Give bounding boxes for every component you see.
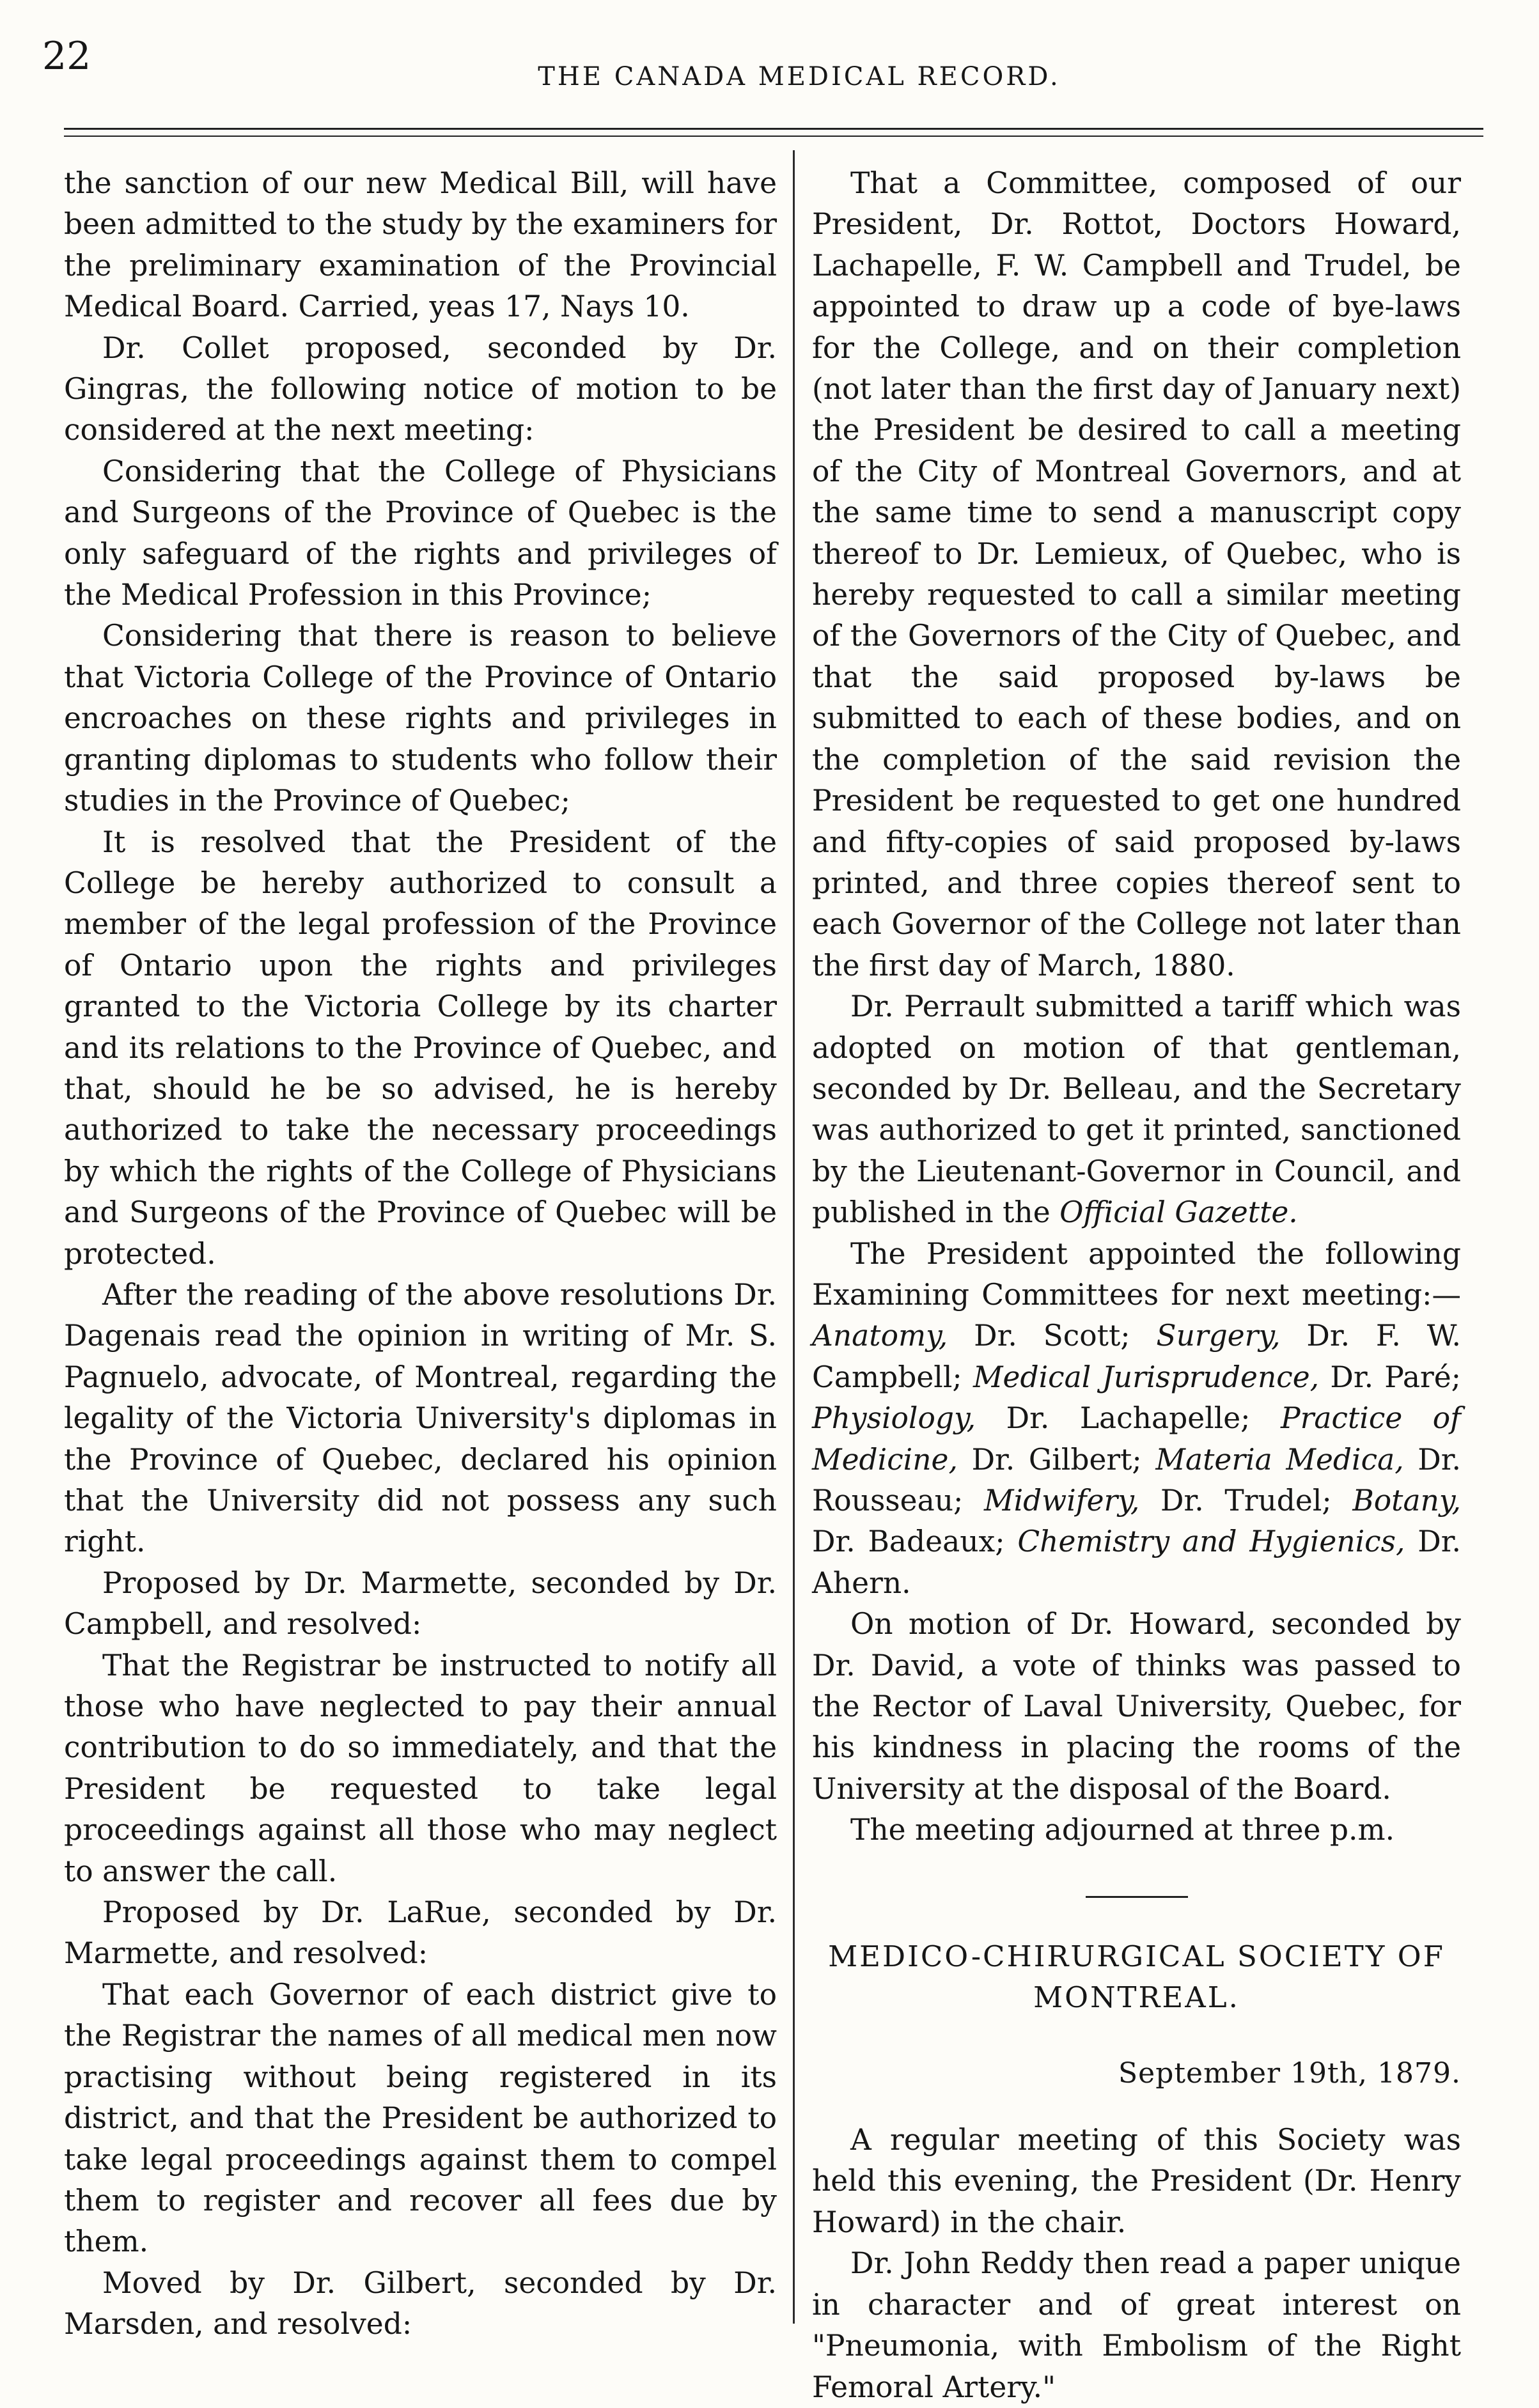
paragraph: After the reading of the above resolutions Dr. Dagenais read the opinion in writing of Mr. S. Pagnuelo, advocate, of Montreal, regarding the legality of the Victoria University's diplomas in the Province of Quebec, declared his opinion that the University did not possess any such right.: [64, 1277, 777, 1559]
committee-subject: Botany,: [1352, 1484, 1462, 1518]
paragraph: Considering that there is reason to believe that Victoria College of the Province of Ontario encroaches on these rights and privileges in granting diplomas to students who follow their studies in the Province of Quebec;: [64, 619, 777, 818]
committees-paragraph: [812, 1234, 1461, 1604]
committee-subject: Midwifery,: [983, 1484, 1140, 1518]
paragraph: Moved by Dr. Gilbert, seconded by Dr. Marsden, and resolved:: [64, 2265, 777, 2342]
column-divider: [793, 150, 795, 2324]
committee-examiner: Dr. Badeaux;: [812, 1525, 1018, 1559]
committee-examiner: Dr. Paré;: [1319, 1360, 1461, 1394]
paragraph: the sanction of our new Medical Bill, will have been admitted to the study by the examiners for the preliminary examination of the Provincial Medical Board. Carried, yeas 17, Nays 10.: [64, 166, 777, 324]
meeting-date: September 19th, 1879.: [1118, 2056, 1461, 2090]
paragraph-text: Dr. Perrault submitted a tariff which was adopted on motion of that gentleman, seconded by Dr. Belleau, and the Secretary was authorized to get it printed, sanctioned by the Lieutenant-Governor in Council, and published in the: [812, 990, 1461, 1230]
paragraph: The meeting adjourned at three p.m.: [850, 1813, 1395, 1847]
paragraph: It is resolved that the President of the College be hereby authorized to consult a member of the legal profession of the Province of Ontario upon the rights and privileges granted to the Victoria College by its charter and its relations to the Province of Quebec, and that, should he be so advised, he is hereby authorized to take the necessary proceedings by which the rights of the College of Physicians and Surgeons of the Province of Quebec will be protected.: [64, 825, 777, 1271]
committee-subject: Chemistry and Hygienics,: [1017, 1525, 1405, 1559]
committee-examiner: Dr. F. W. Campbell;: [812, 1319, 1461, 1394]
paragraph: [812, 986, 1461, 1233]
paragraph: Dr. Collet proposed, seconded by Dr. Gingras, the following notice of motion to be considered at the next meeting:: [64, 330, 777, 447]
committee-subject: Medical Jurisprudence,: [973, 1360, 1320, 1394]
committee-examiner: Dr. Trudel;: [1139, 1484, 1353, 1518]
committee-subject: Anatomy,: [812, 1319, 948, 1353]
right-column: [812, 163, 1461, 2408]
header-rule-secondary: [64, 136, 1483, 137]
paragraph: Dr. John Reddy then read a paper unique in character and of great interest on "Pneumonia, with Embolism of the Right Femoral Artery.": [812, 2246, 1461, 2404]
committee-subject: Physiology,: [812, 1401, 976, 1436]
header-rule: [64, 128, 1483, 130]
paragraph: Considering that the College of Physicians and Surgeons of the Province of Quebec is the only safeguard of the rights and privileges of the Medical Profession in this Province;: [64, 454, 777, 612]
committee-examiner: Dr. Lachapelle;: [976, 1401, 1281, 1436]
paragraph: On motion of Dr. Howard, seconded by Dr. David, a vote of thinks was passed to the Rector of Laval University, Quebec, for his kindness in placing the rooms of the University at the disposal of the Board.: [812, 1607, 1461, 1806]
running-head: THE CANADA MEDICAL RECORD.: [538, 62, 1061, 91]
left-column: [64, 163, 777, 2345]
section-divider: [1086, 1896, 1188, 1898]
committee-examiner: Dr. Gilbert;: [957, 1442, 1156, 1477]
committee-subject: Materia Medica,: [1155, 1442, 1404, 1477]
paragraph: That the Registrar be instructed to notify all those who have neglected to pay their annual contribution to do so immediately, and that the President be requested to take legal proceedings against all those who may neglect to answer the call.: [64, 1648, 777, 1888]
committee-subject: Practice of Medicine,: [812, 1401, 1461, 1477]
gazette-title: Official Gazette.: [1059, 1195, 1298, 1230]
committee-subject: Surgery,: [1156, 1319, 1281, 1353]
committee-examiner: Dr. Rousseau;: [812, 1442, 1461, 1518]
committee-examiner: Dr. Ahern.: [812, 1525, 1461, 1600]
committees-intro: The President appointed the following Examining Committees for next meeting:—: [812, 1236, 1461, 1312]
society-title: MEDICO-CHIRURGICAL SOCIETY OF MONTREAL.: [828, 1939, 1445, 2014]
committee-examiner: Dr. Scott;: [948, 1319, 1157, 1353]
page-number: 22: [42, 34, 91, 79]
paragraph: That each Governor of each district give to the Registrar the names of all medical men now practising without being registered in its district, and that the President be authorized to take legal proceedings against them to compel them to register and recover all fees due by them.: [64, 1977, 777, 2259]
paragraph: A regular meeting of this Society was held this evening, the President (Dr. Henry Howard) in the chair.: [812, 2123, 1461, 2239]
paragraph: That a Committee, composed of our President, Dr. Rottot, Doctors Howard, Lachapelle, F. W. Campbell and Trudel, be appointed to draw up a code of bye-laws for the College, and on their completion (not later than the first day of January next) the President be desired to call a meeting of the City of Montreal Governors, and at the same time to send a manuscript copy thereof to Dr. Lemieux, of Quebec, who is hereby requested to call a similar meeting of the Governors of the City of Quebec, and that the said proposed by-laws be submitted to each of these bodies, and on the completion of the said revision the President be requested to get one hundred and fifty-copies of said proposed by-laws printed, and three copies thereof sent to each Governor of the College not later than the first day of March, 1880.: [812, 166, 1461, 983]
paragraph: Proposed by Dr. Marmette, seconded by Dr. Campbell, and resolved:: [64, 1565, 777, 1642]
paragraph: Proposed by Dr. LaRue, seconded by Dr. Marmette, and resolved:: [64, 1895, 777, 1971]
